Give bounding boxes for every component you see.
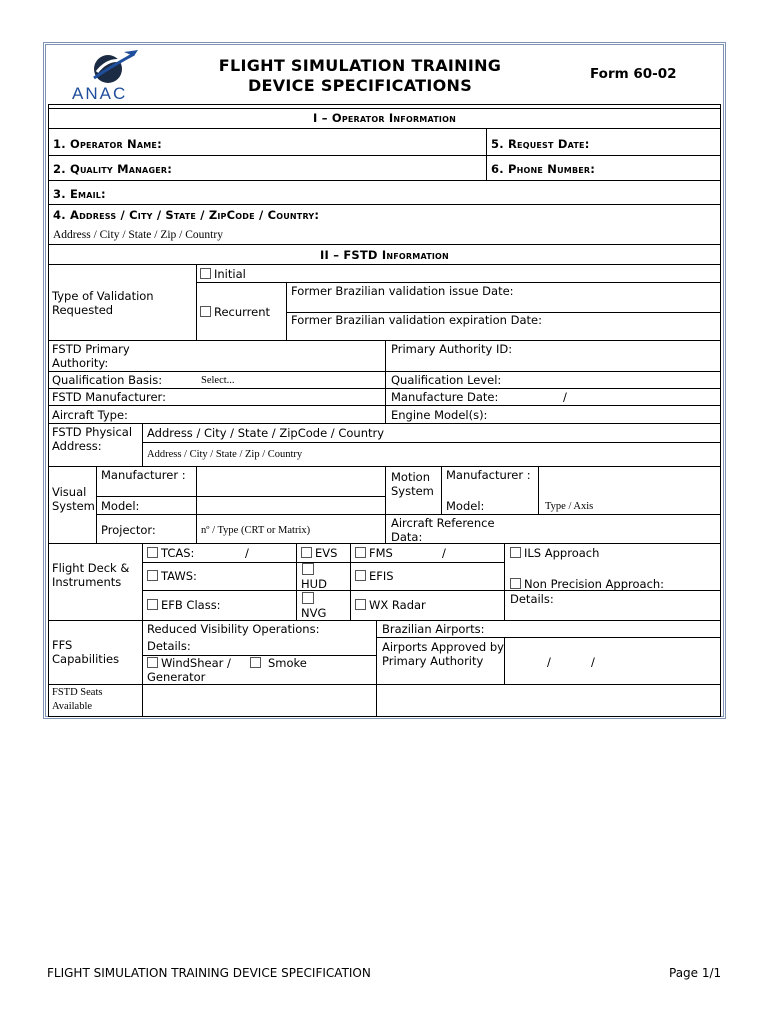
initial-checkbox[interactable] <box>200 268 211 279</box>
nvg-label: NVG <box>301 606 327 620</box>
manufacture-date-separator: / <box>563 390 567 404</box>
npa-checkbox[interactable] <box>510 578 521 589</box>
visual-manufacturer-label[interactable]: Manufacturer : <box>101 468 186 482</box>
address-field[interactable]: Address / City / State / Zip / Country <box>53 229 223 241</box>
section-2-heading: II – FSTD Information <box>320 248 449 262</box>
efb-option[interactable] <box>147 598 221 612</box>
evs-option[interactable] <box>301 546 337 560</box>
fstd-manufacturer-label[interactable]: FSTD Manufacturer: <box>52 390 166 404</box>
wx-radar-option[interactable] <box>355 598 426 612</box>
projector-field[interactable]: nº / Type (CRT or Matrix) <box>201 525 311 536</box>
taws-option[interactable] <box>147 569 197 583</box>
ffs-capabilities-label: FFS Capabilities <box>52 638 120 666</box>
phone-number-label[interactable]: 6. Phone Number: <box>491 162 596 176</box>
projector-label: Projector: <box>101 523 156 537</box>
npa-option[interactable] <box>510 577 664 591</box>
efb-checkbox[interactable] <box>147 599 158 610</box>
qualification-level-label[interactable]: Qualification Level: <box>391 373 502 387</box>
windshear-label: WindShear / <box>161 656 231 670</box>
form-title <box>150 56 570 96</box>
anac-logo <box>64 48 154 104</box>
fstd-seats-label: FSTD Seats Available <box>52 687 103 712</box>
validation-type-label: Type of Validation Requested <box>52 289 154 317</box>
manufacture-date-label[interactable]: Manufacture Date: <box>391 390 499 404</box>
evs-label: EVS <box>315 546 338 560</box>
aircraft-type-label[interactable]: Aircraft Type: <box>52 408 128 422</box>
airplane-globe-icon <box>64 48 154 88</box>
form-number: Form 60-02 <box>590 66 677 82</box>
flight-deck-label: Flight Deck & Instruments <box>52 561 130 589</box>
hud-label: HUD <box>301 577 327 591</box>
quality-manager-label[interactable]: 2. Quality Manager: <box>53 162 173 176</box>
motion-system-label: Motion System <box>391 470 434 498</box>
logo-text: ANAC <box>72 84 128 103</box>
initial-label: Initial <box>214 267 246 281</box>
title-line-1: FLIGHT SIMULATION TRAINING <box>218 56 502 75</box>
physical-address-label: FSTD Physical Address: <box>52 425 133 453</box>
nvg-checkbox[interactable] <box>302 592 314 604</box>
engine-models-label[interactable]: Engine Model(s): <box>391 408 488 422</box>
qualification-basis-label: Qualification Basis: <box>52 373 163 387</box>
fms-label: FMS <box>369 546 393 560</box>
page-number: Page 1/1 <box>669 966 722 980</box>
footer-title: FLIGHT SIMULATION TRAINING DEVICE SPECIFICATION <box>47 966 371 980</box>
efb-label: EFB Class: <box>161 598 221 612</box>
ils-label: ILS Approach <box>524 546 600 560</box>
hud-checkbox[interactable] <box>302 563 314 575</box>
motion-model-label: Model: <box>446 499 485 513</box>
operator-name-label[interactable]: 1. Operator Name: <box>53 137 162 151</box>
tcas-option[interactable] <box>147 546 194 560</box>
recurrent-label: Recurrent <box>214 305 271 319</box>
efis-label: EFIS <box>369 569 394 583</box>
section-1-heading: I – Operator Information <box>313 111 456 125</box>
aircraft-reference-data-label[interactable]: Aircraft Reference Data: <box>391 516 495 544</box>
fms-checkbox[interactable] <box>355 547 366 558</box>
efis-checkbox[interactable] <box>355 570 366 581</box>
taws-label: TAWS: <box>161 569 197 583</box>
motion-model-field[interactable]: Type / Axis <box>545 501 594 512</box>
smoke-generator-label: Smoke Generator <box>147 656 307 684</box>
npa-details-label[interactable]: Details: <box>510 592 554 606</box>
recurrent-option[interactable] <box>200 305 270 319</box>
brazilian-airports-label[interactable]: Brazilian Airports: <box>382 622 485 636</box>
physical-address-field[interactable]: Address / City / State / Zip / Country <box>147 449 303 460</box>
tcas-label: TCAS: <box>161 546 195 560</box>
motion-manufacturer-label[interactable]: Manufacturer : <box>446 468 531 482</box>
tcas-separator: / <box>245 546 249 560</box>
fms-option[interactable] <box>355 546 393 560</box>
efis-option[interactable] <box>355 569 394 583</box>
email-label[interactable]: 3. Email: <box>53 187 106 201</box>
evs-checkbox[interactable] <box>301 547 312 558</box>
visual-model-label[interactable]: Model: <box>101 499 140 513</box>
title-line-2: DEVICE SPECIFICATIONS <box>247 76 473 95</box>
tcas-checkbox[interactable] <box>147 547 158 558</box>
fms-separator: / <box>442 546 446 560</box>
address-label: 4. Address / City / State / ZipCode / Country: <box>53 208 320 222</box>
visual-system-label: Visual System <box>52 485 95 513</box>
airports-approved-label: Airports Approved by Primary Authority <box>382 640 504 668</box>
physical-address-header: Address / City / State / ZipCode / Country <box>147 426 385 440</box>
taws-checkbox[interactable] <box>147 570 158 581</box>
reduced-visibility-label[interactable]: Reduced Visibility Operations: <box>147 622 320 636</box>
airports-date-separator-1: / <box>547 655 551 669</box>
npa-label: Non Precision Approach: <box>524 577 665 591</box>
airports-date-separator-2: / <box>591 655 595 669</box>
initial-option[interactable] <box>200 267 246 281</box>
request-date-label[interactable]: 5. Request Date: <box>491 137 590 151</box>
primary-authority-label[interactable]: FSTD Primary Authority: <box>52 342 130 370</box>
primary-authority-id-label[interactable]: Primary Authority ID: <box>391 342 513 356</box>
ils-checkbox[interactable] <box>510 547 521 558</box>
wx-radar-checkbox[interactable] <box>355 599 366 610</box>
recurrent-checkbox[interactable] <box>200 306 211 317</box>
former-issue-date-label[interactable]: Former Brazilian validation issue Date: <box>291 284 514 298</box>
qualification-basis-select[interactable]: Select... <box>201 375 235 386</box>
ils-option[interactable] <box>510 546 599 560</box>
wx-radar-label: WX Radar <box>369 598 426 612</box>
former-expiration-date-label[interactable]: Former Brazilian validation expiration Date: <box>291 313 542 327</box>
reduced-visibility-details-label[interactable]: Details: <box>147 639 191 653</box>
